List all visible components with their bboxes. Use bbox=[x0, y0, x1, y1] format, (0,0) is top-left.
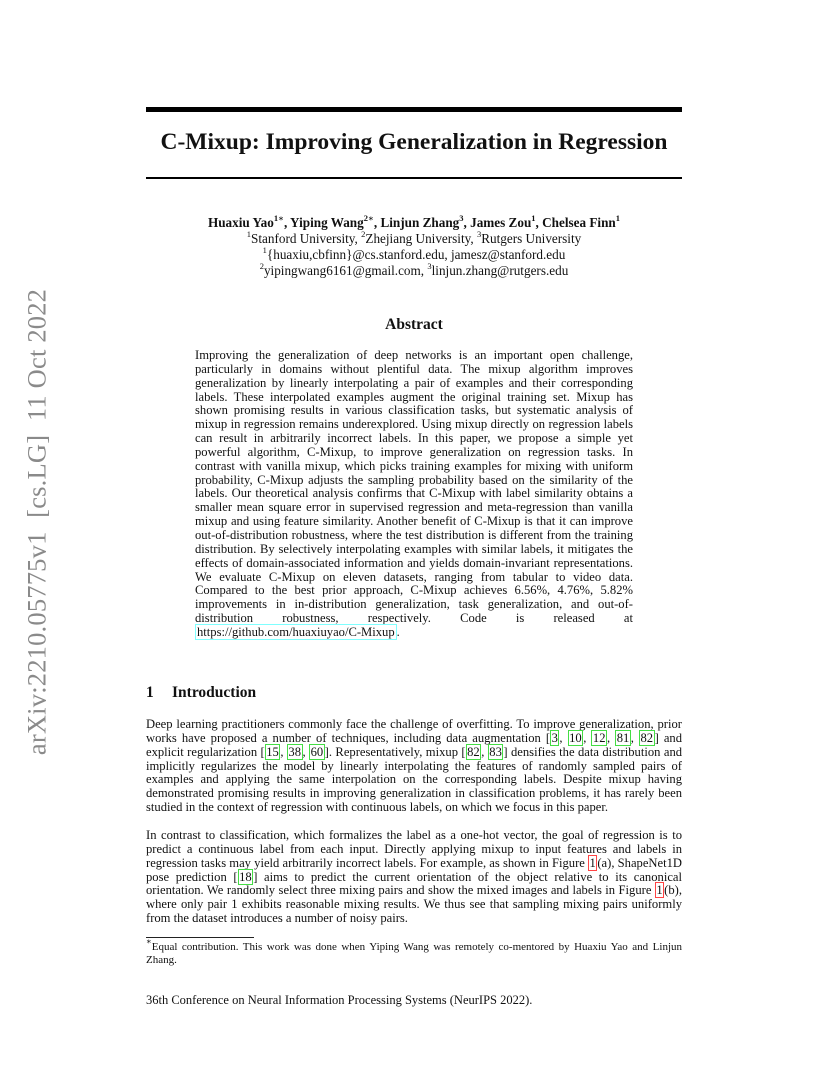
footnote-mark: ∗ bbox=[146, 936, 152, 947]
citation-link[interactable]: 81 bbox=[616, 730, 630, 745]
email-line bbox=[146, 244, 682, 263]
email: yipingwang6161@gmail.com, bbox=[263, 263, 428, 278]
code-link[interactable]: https://github.com/huaxiuyao/C-Mixup bbox=[197, 624, 395, 639]
paragraph-text: ] densifies the data distribution and implicitly regularizes the model by linearly interpolating the features of randomly sampled pairs of examples and applying the same interpolation on the corresponding labels. Despite mixup having demonstrated promising results in improving generalization in classification problems, it has rarely been studied in the context of regression with continuous labels, on which we focus in this paper. bbox=[146, 744, 683, 815]
author-name: Huaxiu Yao bbox=[207, 215, 274, 230]
affil-mark: 3 bbox=[427, 260, 432, 271]
paragraph-text: (a), ShapeNet1D pose prediction [ bbox=[146, 855, 682, 884]
section-heading bbox=[146, 684, 256, 702]
email: {huaxiu,cbfinn}@cs.stanford.edu, jamesz@stanford.edu bbox=[266, 247, 566, 262]
author-separator: , bbox=[373, 215, 381, 230]
email-line bbox=[146, 260, 682, 279]
paragraph-text: Deep learning practitioners commonly face the challenge of overfitting. To improve generalization, prior works have proposed a number of techniques, including data augmentation [ bbox=[146, 717, 682, 745]
author-separator: , bbox=[463, 215, 471, 230]
footnote-text: Equal contribution. This work was done when Yiping Wang was remotely co-mentored by Huaxiu Yao and Linjun Zhang. bbox=[146, 941, 682, 966]
affiliation: Zhejiang University, bbox=[365, 231, 477, 246]
author-affil-mark: 2∗ bbox=[363, 212, 374, 223]
citation-link[interactable]: 12 bbox=[592, 730, 606, 745]
title-top-rule bbox=[146, 107, 682, 112]
author-name: James Zou bbox=[470, 215, 532, 230]
author-affil-mark: 1 bbox=[615, 212, 621, 223]
paragraph-text: (b), where only pair 1 exhibits reasonable mixing results. We thus see that sampling mixing pairs uniformly from the dataset introduces a number of noisy pairs. bbox=[146, 883, 682, 926]
affil-mark: 1 bbox=[246, 228, 252, 239]
paragraph-text: ] and explicit regularization [ bbox=[146, 730, 683, 759]
author-affil-mark: 1 bbox=[531, 212, 536, 223]
citation-link[interactable]: 38 bbox=[288, 744, 301, 759]
section-number: 1 bbox=[146, 684, 154, 701]
affiliation: Stanford University, bbox=[251, 231, 362, 246]
author-block bbox=[146, 212, 682, 279]
author-name: Linjun Zhang bbox=[380, 215, 460, 230]
citation-link[interactable]: 82 bbox=[467, 744, 480, 759]
citation-link[interactable]: 18 bbox=[239, 869, 252, 884]
author-affil-mark: 3 bbox=[459, 212, 464, 223]
citation-link[interactable]: 83 bbox=[489, 744, 502, 759]
abstract-body bbox=[195, 349, 633, 640]
affil-mark: 2 bbox=[361, 228, 366, 239]
author-name: Chelsea Finn bbox=[542, 215, 616, 230]
figure-link[interactable]: 1 bbox=[656, 883, 663, 898]
paragraph-text: In contrast to classification, which formalizes the label as a one-hot vector, the goal of regression is to predict a continuous label from each input. Directly applying mixup to input features and labels in regression tasks may yield arbitrarily incorrect labels. For example, as shown in Figure bbox=[146, 828, 682, 870]
intro-paragraph-2 bbox=[146, 829, 682, 926]
venue-footer: 36th Conference on Neural Information Processing Systems (NeurIPS 2022). bbox=[146, 993, 533, 1007]
abstract-end: . bbox=[396, 624, 400, 639]
citation-link[interactable]: 3 bbox=[551, 730, 558, 745]
arxiv-stamp bbox=[22, 287, 52, 757]
citation-link[interactable]: 15 bbox=[266, 744, 279, 759]
author-affil-mark: 1∗ bbox=[273, 212, 284, 223]
affil-mark: 1 bbox=[262, 244, 267, 255]
author-separator: , bbox=[535, 215, 543, 230]
section-title: Introduction bbox=[172, 684, 257, 701]
affil-mark: 2 bbox=[259, 260, 264, 271]
author-name: Yiping Wang bbox=[290, 215, 364, 230]
citation-link[interactable]: 60 bbox=[310, 744, 324, 759]
paper-title: C-Mixup: Improving Generalization in Regression bbox=[160, 129, 668, 155]
paragraph-text: ] aims to predict the current orientation of the object relative to its canonical orientation. We randomly select three mixing pairs and show the mixed images and labels in Figure bbox=[146, 869, 682, 898]
author-separator: , bbox=[283, 215, 291, 230]
figure-link[interactable]: 1 bbox=[589, 855, 596, 870]
intro-paragraph-1: Deep learning practitioners commonly face the challenge of overfitting. To improve generalization, prior works have proposed a number of techniques, including data augmentation [ 3 , 10 , 12 , 81 , 82 ] and explicit regularization [ 15 , 38 , 60 ]. Representatively, mixup [ 82 , 83 ] densifies the data distribution and implicitly regularizes the model by linearly interpolating the features of randomly sampled pairs of examples and applying the same interpolation on the corresponding labels. Despite mixup having demonstrated promising results in improving generalization in classification problems, it has rarely been studied in the context of regression with continuous labels, on which we focus in this paper. bbox=[146, 717, 683, 815]
affiliation-line bbox=[146, 228, 682, 247]
email: linjun.zhang@rutgers.edu bbox=[431, 263, 569, 278]
citation-link[interactable]: 82 bbox=[640, 730, 654, 745]
affil-mark: 3 bbox=[476, 228, 482, 239]
abstract-heading: Abstract bbox=[385, 316, 443, 333]
footnote bbox=[146, 936, 682, 967]
arxiv-id: arXiv:2210.05775v1 [cs.LG] 11 Oct 2022 bbox=[21, 288, 52, 756]
citation-link[interactable]: 10 bbox=[569, 730, 582, 745]
author-names bbox=[146, 212, 682, 231]
title-bottom-rule bbox=[146, 177, 682, 179]
abstract-text: Improving the generalization of deep networks is an important open challenge, particularly in domains without plentiful data. The mixup algorithm improves generalization by linearly interpolating a pair of examples and their corresponding labels. These interpolated examples augment the original training set. Mixup has shown promising results in various classification tasks, but systematic analysis of mixup in regression remains underexplored. Using mixup directly on regression labels can result in arbitrarily incorrect labels. In this paper, we propose a simple yet powerful algorithm, C-Mixup, to improve generalization on regression tasks. In contrast with vanilla mixup, which picks training examples for mixing with uniform probability, C-Mixup adjusts the sampling probability based on the similarity of the labels. Our theoretical analysis confirms that C-Mixup with label similarity obtains a smaller mean square error in supervised regression and meta-regression than vanilla mixup and using feature similarity. Another benefit of C-Mixup is that it can improve out-of-distribution robustness, where the test distribution is different from the training distribution. By selectively interpolating examples with similar labels, it mitigates the effects of domain-associated information and yields domain-invariant representations. We evaluate C-Mixup on eleven datasets, ranging from tabular to video data. Compared to the best prior approach, C-Mixup achieves 6.56%, 4.76%, 5.82% improvements in in-distribution generalization, task generalization, and out-of-distribution robustness, respectively. Code is released at bbox=[195, 348, 633, 626]
affiliation: Rutgers University bbox=[481, 231, 582, 246]
paragraph-text: ]. Representatively, mixup [ bbox=[324, 744, 466, 759]
footnote-rule bbox=[146, 937, 254, 938]
